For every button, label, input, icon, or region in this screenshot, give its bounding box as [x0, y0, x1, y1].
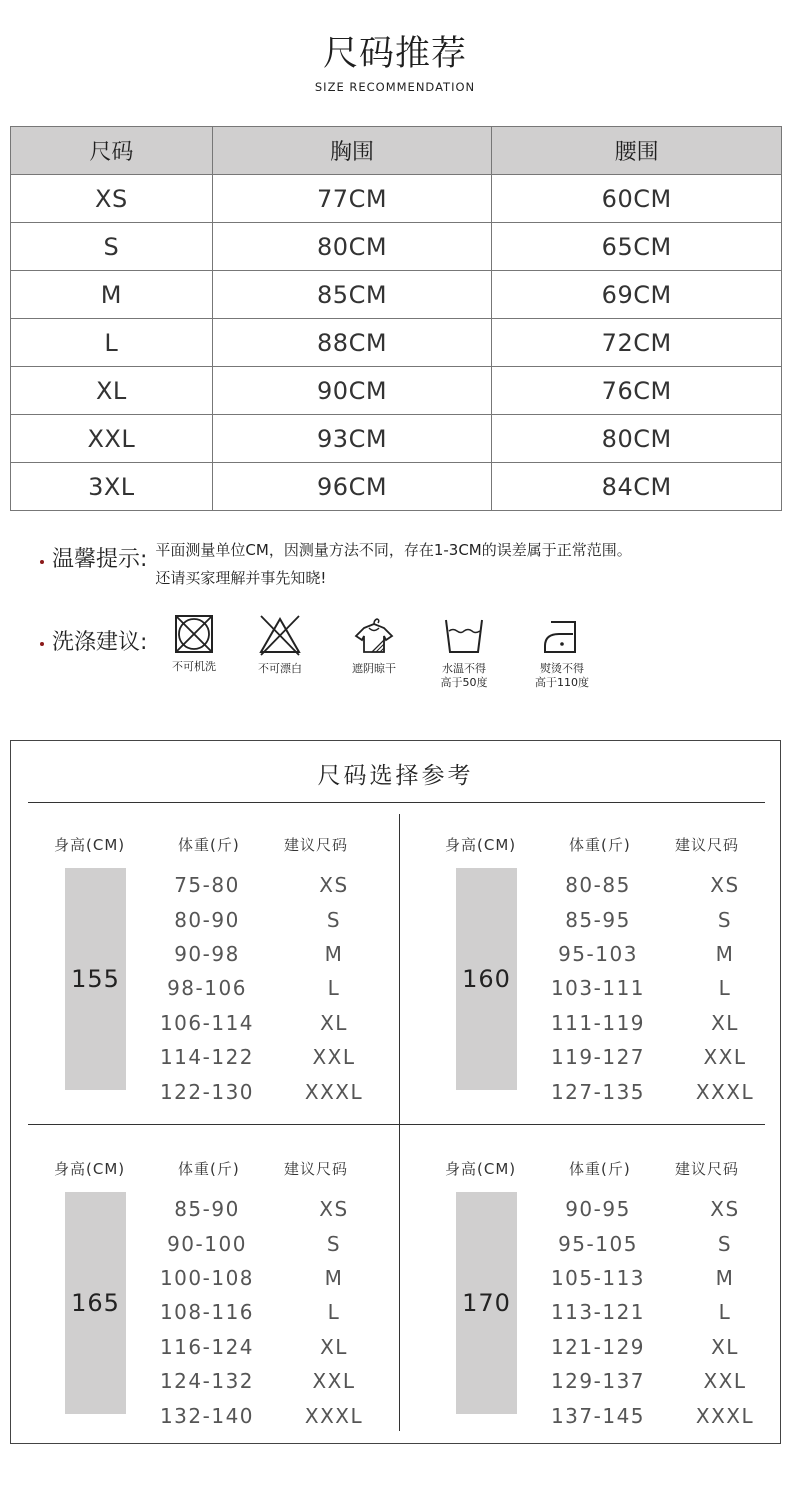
wash-instruction — [154, 614, 234, 674]
cell-chest: 85CM — [212, 271, 492, 319]
wash-caption: 不可漂白 — [258, 662, 302, 675]
suggested-size: L — [718, 976, 732, 1001]
suggested-size: XS — [710, 1197, 740, 1222]
cell-waist: 65CM — [492, 223, 782, 271]
wash-instruction — [334, 614, 414, 676]
suggested-size: XS — [319, 873, 349, 898]
table-row — [11, 463, 782, 511]
list-item — [148, 1398, 388, 1432]
suggested-size: XXL — [312, 1369, 356, 1394]
suggested-size: XL — [711, 1334, 739, 1359]
cell-size: S — [11, 223, 213, 271]
list-item — [148, 1295, 388, 1329]
table-row — [11, 319, 782, 367]
weight-range: 137-145 — [550, 1403, 646, 1428]
cell-waist: 84CM — [492, 463, 782, 511]
weight-range: 119-127 — [550, 1045, 646, 1070]
weight-range: 90-98 — [174, 941, 240, 966]
weight-range: 114-122 — [159, 1045, 255, 1070]
list-item — [148, 868, 388, 902]
size-recommendation-table — [10, 126, 782, 511]
suggested-size: M — [324, 1265, 344, 1290]
list-item — [539, 1398, 779, 1432]
list-item — [539, 971, 779, 1005]
header-weight: 体重(斤) — [569, 1160, 631, 1178]
tips-line-1: 平面测量单位CM，因测量方法不同，存在1-3CM的误差属于正常范围。 — [155, 541, 632, 559]
reference-block-170 — [419, 1158, 789, 1458]
cell-waist: 76CM — [492, 367, 782, 415]
wash-caption — [424, 662, 504, 690]
table-header-row — [11, 127, 782, 175]
no-bleach-icon — [257, 614, 303, 656]
suggested-size: XL — [320, 1334, 348, 1359]
bullet-dot-icon — [40, 642, 44, 646]
list-item — [148, 1040, 388, 1074]
column-header-waist: 腰围 — [492, 127, 782, 175]
header-size: 建议尺码 — [284, 836, 349, 854]
weight-range: 132-140 — [159, 1403, 255, 1428]
suggested-size: XS — [319, 1197, 349, 1222]
list-item — [148, 1261, 388, 1295]
cell-size: L — [11, 319, 213, 367]
suggested-size: XL — [320, 1010, 348, 1035]
wash-instruction — [522, 614, 602, 690]
reference-block-160 — [419, 834, 789, 1134]
list-item — [148, 1192, 388, 1226]
wash-caption-line-2: 高于110度 — [535, 676, 589, 689]
weight-range: 113-121 — [550, 1300, 646, 1325]
wash-instruction — [240, 614, 320, 676]
cell-chest: 93CM — [212, 415, 492, 463]
list-item — [148, 1330, 388, 1364]
weight-range: 111-119 — [550, 1010, 646, 1035]
list-item — [539, 1074, 779, 1108]
suggested-size: XS — [710, 873, 740, 898]
header-height: 身高(CM) — [445, 1160, 517, 1178]
wash-temp-icon — [442, 614, 486, 656]
header-size: 建议尺码 — [675, 836, 740, 854]
header-weight: 体重(斤) — [178, 836, 240, 854]
weight-range: 80-85 — [565, 873, 631, 898]
page-title: 尺码推荐 — [322, 34, 467, 74]
shade-dry-icon — [352, 614, 396, 656]
column-header-size: 尺码 — [11, 127, 213, 175]
weight-range: 95-103 — [558, 941, 638, 966]
header-size: 建议尺码 — [284, 1160, 349, 1178]
suggested-size: M — [715, 1265, 735, 1290]
suggested-size: XXL — [703, 1369, 747, 1394]
tips-text — [155, 536, 631, 592]
weight-range: 90-100 — [167, 1231, 247, 1256]
suggested-size: L — [327, 976, 341, 1001]
header-weight: 体重(斤) — [178, 1160, 240, 1178]
list-item — [148, 1364, 388, 1398]
suggested-size: S — [326, 1231, 342, 1256]
list-item — [539, 1040, 779, 1074]
wash-caption-line-2: 高于50度 — [440, 676, 488, 689]
cell-chest: 90CM — [212, 367, 492, 415]
wash-instruction — [424, 614, 504, 690]
suggested-size: S — [326, 907, 342, 932]
washing-section — [40, 614, 589, 689]
weight-range: 106-114 — [159, 1010, 255, 1035]
page-subtitle: SIZE RECOMMENDATION — [314, 80, 476, 94]
tips-label: 温馨提示: — [52, 547, 148, 572]
suggested-size: XXL — [312, 1045, 356, 1070]
weight-range: 103-111 — [550, 976, 646, 1001]
cell-waist: 80CM — [492, 415, 782, 463]
weight-range: 95-105 — [558, 1231, 638, 1256]
weight-range: 121-129 — [550, 1334, 646, 1359]
list-item — [539, 1261, 779, 1295]
divider — [28, 802, 765, 803]
cell-chest: 96CM — [212, 463, 492, 511]
suggested-size: XXXL — [695, 1403, 755, 1428]
list-item — [148, 1074, 388, 1108]
list-item — [148, 1006, 388, 1040]
iron-icon — [541, 614, 583, 656]
list-item — [539, 1330, 779, 1364]
table-row — [11, 415, 782, 463]
wash-caption-line-1: 水温不得 — [442, 662, 486, 675]
table-row — [11, 367, 782, 415]
table-row — [11, 175, 782, 223]
height-value: 170 — [456, 1192, 517, 1414]
cell-size: XL — [11, 367, 213, 415]
list-item — [148, 971, 388, 1005]
cell-size: XXL — [11, 415, 213, 463]
tips-section — [40, 536, 632, 592]
washing-icons — [166, 614, 666, 704]
wash-caption-line-1: 熨烫不得 — [540, 662, 584, 675]
weight-range: 105-113 — [550, 1265, 646, 1290]
cell-size: 3XL — [11, 463, 213, 511]
table-row — [11, 271, 782, 319]
height-value: 160 — [456, 868, 517, 1090]
cell-chest: 77CM — [212, 175, 492, 223]
weight-range: 129-137 — [550, 1369, 646, 1394]
divider — [399, 814, 400, 1431]
suggested-size: XXL — [703, 1045, 747, 1070]
tips-line-2: 还请买家理解并事先知晓! — [155, 569, 327, 587]
list-item — [539, 1295, 779, 1329]
header-height: 身高(CM) — [445, 836, 517, 854]
suggested-size: XXXL — [304, 1403, 364, 1428]
height-value: 165 — [65, 1192, 126, 1414]
list-item — [539, 902, 779, 936]
list-item — [539, 868, 779, 902]
weight-range: 85-90 — [174, 1197, 240, 1222]
suggested-size: S — [717, 1231, 733, 1256]
cell-chest: 88CM — [212, 319, 492, 367]
height-value: 155 — [65, 868, 126, 1090]
suggested-size: S — [717, 907, 733, 932]
washing-label: 洗涤建议: — [52, 630, 148, 655]
suggested-size: XXXL — [695, 1079, 755, 1104]
list-item — [539, 1364, 779, 1398]
weight-range: 127-135 — [550, 1079, 646, 1104]
list-item — [539, 1192, 779, 1226]
weight-range: 98-106 — [167, 976, 247, 1001]
header-weight: 体重(斤) — [569, 836, 631, 854]
weight-range: 90-95 — [565, 1197, 631, 1222]
weight-range: 75-80 — [174, 873, 240, 898]
weight-range: 108-116 — [159, 1300, 255, 1325]
suggested-size: M — [324, 941, 344, 966]
list-item — [539, 1006, 779, 1040]
suggested-size: L — [718, 1300, 732, 1325]
cell-size: M — [11, 271, 213, 319]
suggested-size: M — [715, 941, 735, 966]
wash-caption: 遮阴晾干 — [352, 662, 396, 675]
weight-range: 100-108 — [159, 1265, 255, 1290]
weight-range: 80-90 — [174, 907, 240, 932]
suggested-size: XXXL — [304, 1079, 364, 1104]
weight-range: 122-130 — [159, 1079, 255, 1104]
wash-caption — [522, 662, 602, 690]
reference-block-155 — [28, 834, 398, 1134]
reference-title: 尺码选择参考 — [317, 763, 474, 789]
list-item — [148, 937, 388, 971]
header-height: 身高(CM) — [54, 836, 126, 854]
list-item — [148, 902, 388, 936]
cell-waist: 72CM — [492, 319, 782, 367]
bullet-dot-icon — [40, 560, 44, 564]
suggested-size: XL — [711, 1010, 739, 1035]
suggested-size: L — [327, 1300, 341, 1325]
header-size: 建议尺码 — [675, 1160, 740, 1178]
list-item — [148, 1226, 388, 1260]
cell-waist: 69CM — [492, 271, 782, 319]
weight-range: 124-132 — [159, 1369, 255, 1394]
list-item — [539, 937, 779, 971]
weight-range: 116-124 — [159, 1334, 255, 1359]
table-row — [11, 223, 782, 271]
wash-caption: 不可机洗 — [172, 660, 216, 673]
cell-chest: 80CM — [212, 223, 492, 271]
cell-size: XS — [11, 175, 213, 223]
reference-block-165 — [28, 1158, 398, 1458]
cell-waist: 60CM — [492, 175, 782, 223]
list-item — [539, 1226, 779, 1260]
column-header-chest: 胸围 — [212, 127, 492, 175]
size-reference-panel — [10, 740, 781, 1444]
weight-range: 85-95 — [565, 907, 631, 932]
header-height: 身高(CM) — [54, 1160, 126, 1178]
no-machine-wash-icon — [174, 614, 214, 654]
